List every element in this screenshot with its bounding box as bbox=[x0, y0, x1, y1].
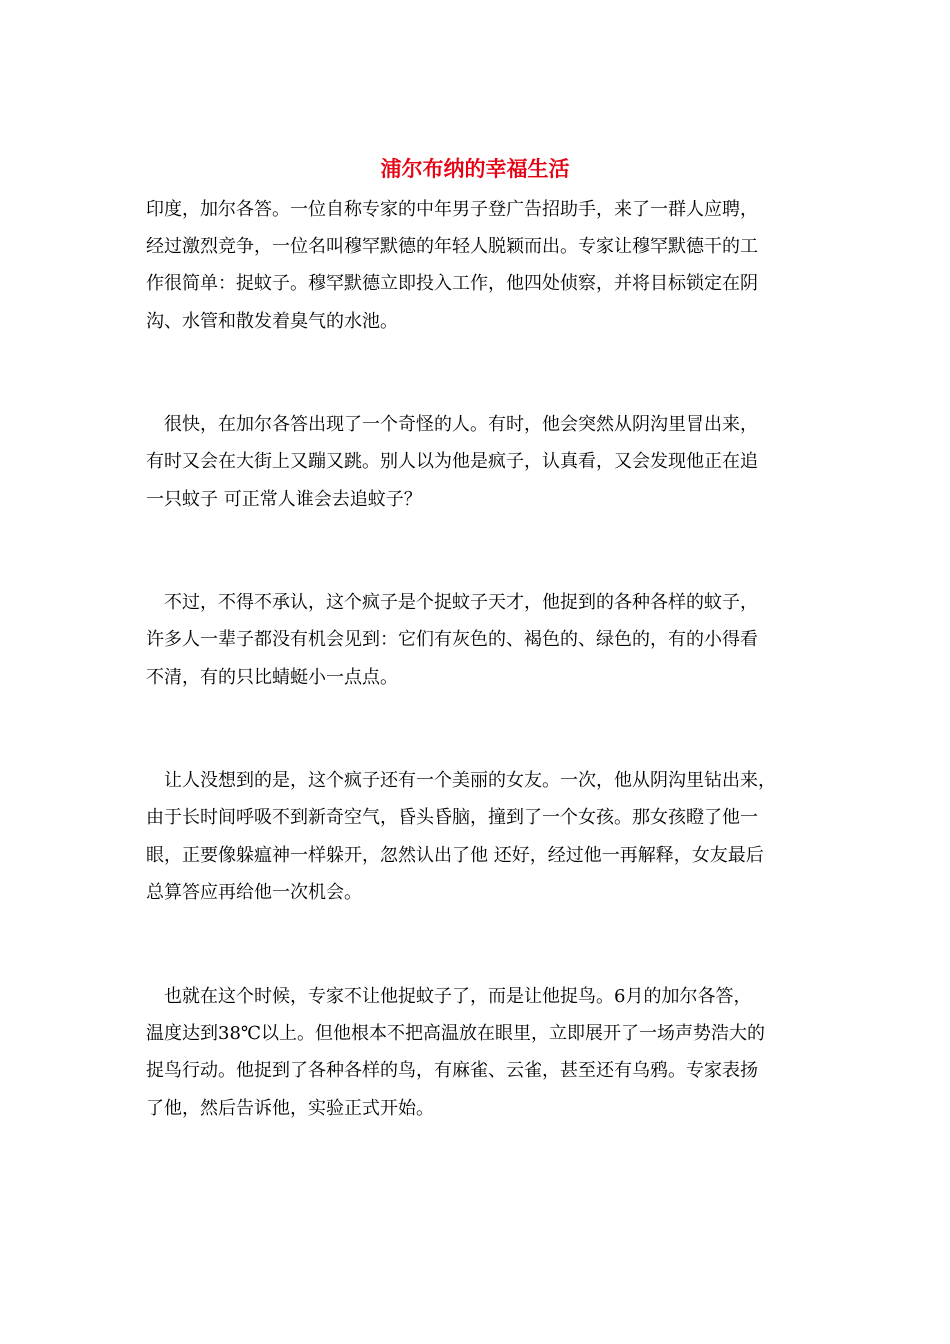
paragraph-line: 很快，在加尔各答出现了一个奇怪的人。有时，他会突然从阴沟里冒出来， bbox=[146, 414, 758, 435]
paragraph-line: 许多人一辈子都没有机会见到：它们有灰色的、褐色的、绿色的，有的小得看 bbox=[146, 629, 758, 650]
paragraph-line: 不清，有的只比蜻蜓小一点点。 bbox=[146, 667, 398, 688]
document-title: 浦尔布纳的幸福生活 bbox=[380, 157, 570, 181]
paragraph-line: 一只蚊子 可正常人谁会去追蚊子？ bbox=[146, 489, 422, 510]
paragraph-line: 了他，然后告诉他，实验正式开始。 bbox=[146, 1098, 434, 1119]
paragraph-line: 不过，不得不承认，这个疯子是个捉蚊子天才，他捉到的各种各样的蚊子， bbox=[146, 592, 758, 613]
paragraph-line: 经过激烈竞争，一位名叫穆罕默德的年轻人脱颖而出。专家让穆罕默德干的工 bbox=[146, 236, 758, 257]
paragraph-line: 眼，正要像躲瘟神一样躲开，忽然认出了他 还好，经过他一再解释，女友最后 bbox=[146, 845, 764, 866]
paragraph-line: 印度，加尔各答。一位自称专家的中年男子登广告招助手，来了一群人应聘， bbox=[146, 199, 758, 220]
paragraph-line: 作很简单：捉蚊子。穆罕默德立即投入工作，他四处侦察，并将目标锁定在阴 bbox=[146, 273, 758, 294]
paragraph-line: 让人没想到的是，这个疯子还有一个美丽的女友。一次，他从阴沟里钻出来， bbox=[146, 770, 776, 791]
paragraph-line: 也就在这个时候，专家不让他捉蚊子了，而是让他捉鸟。6月的加尔各答， bbox=[146, 986, 752, 1007]
paragraph-line: 由于长时间呼吸不到新奇空气，昏头昏脑，撞到了一个女孩。那女孩瞪了他一 bbox=[146, 807, 758, 828]
paragraph-line: 有时又会在大街上又蹦又跳。别人以为他是疯子，认真看，又会发现他正在追 bbox=[146, 451, 758, 472]
paragraph-line: 捉鸟行动。他捉到了各种各样的鸟，有麻雀、云雀，甚至还有乌鸦。专家表扬 bbox=[146, 1060, 758, 1081]
paragraph-line: 沟、水管和散发着臭气的水池。 bbox=[146, 311, 398, 332]
paragraph-line: 温度达到38℃以上。但他根本不把高温放在眼里，立即展开了一场声势浩大的 bbox=[146, 1023, 766, 1044]
paragraph-line: 总算答应再给他一次机会。 bbox=[146, 882, 362, 903]
